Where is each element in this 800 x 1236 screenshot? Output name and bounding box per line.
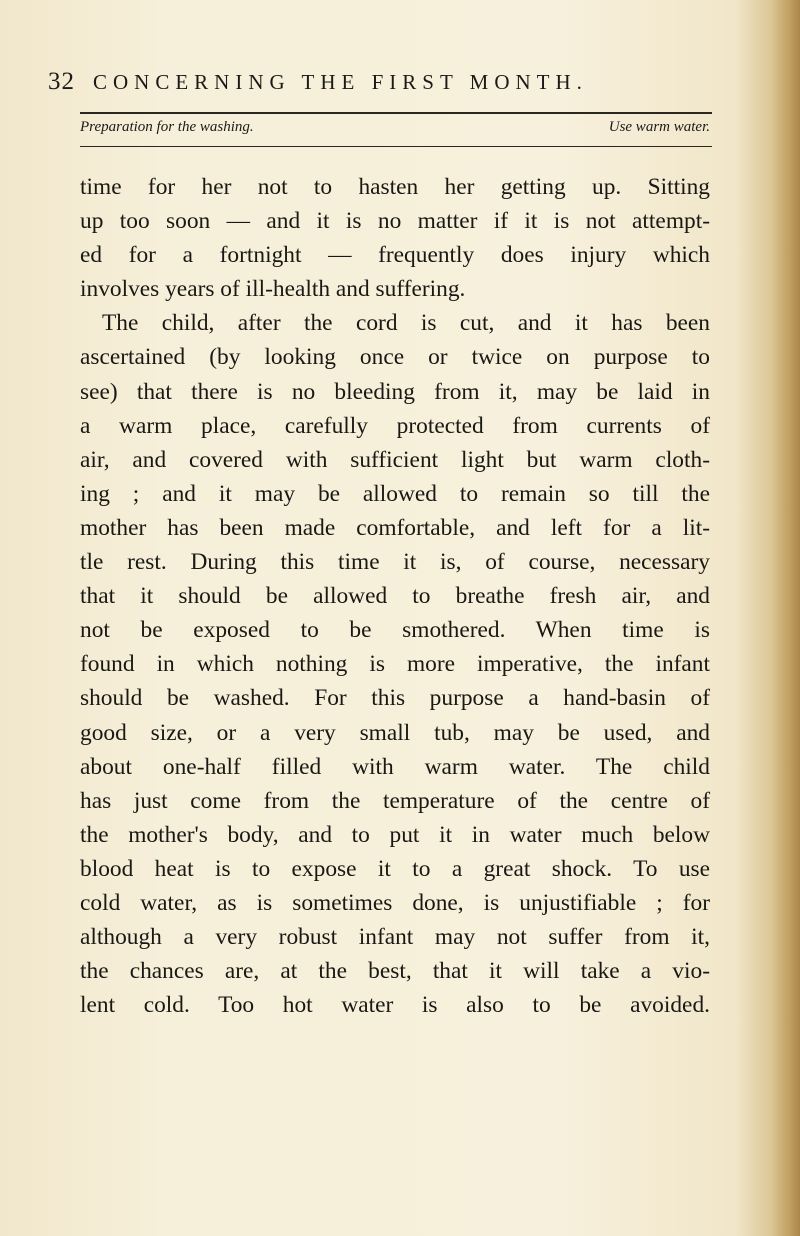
page-number: 32 — [48, 68, 75, 95]
text-line: involves years of ill-health and suffering. — [80, 276, 466, 303]
text-line: The child, after the cord is cut, and it has been — [102, 310, 710, 337]
text-line: a warm place, carefully protected from currents of — [80, 412, 710, 439]
text-line: found in which nothing is more imperative, the infant — [80, 651, 710, 678]
text-line: lent cold. Too hot water is also to be avoided. — [80, 992, 710, 1019]
text-line: ing ; and it may be allowed to remain so till the — [80, 480, 710, 507]
running-head — [48, 68, 728, 96]
text-line: time for her not to hasten her getting up. Sitting — [80, 174, 710, 200]
text-line: should be washed. For this purpose a hand-basin of — [80, 685, 710, 712]
text-line: up too soon — and it is no matter if it is not attempt- — [80, 208, 710, 235]
text-line: mother has been made comfortable, and left for a lit- — [80, 514, 710, 541]
text-line: ed for a fortnight — frequently does injury which — [80, 242, 710, 269]
text-line: about one-half filled with warm water. The child — [80, 753, 710, 780]
text-line: that it should be allowed to breathe fresh air, and — [80, 583, 710, 610]
text-line: cold water, as is sometimes done, is unjustifiable ; for — [80, 889, 710, 916]
sidenote-right: Use warm water. — [608, 119, 710, 135]
text-line: the mother's body, and to put it in water much below — [80, 821, 710, 848]
text-line: air, and covered with sufficient light but warm cloth- — [80, 446, 710, 473]
sidenote-left: Preparation for the washing. — [80, 119, 254, 135]
header-rule-bottom — [80, 146, 712, 147]
header-rule-top — [80, 112, 712, 114]
text-line: tle rest. During this time it is, of course, necessary — [80, 549, 710, 576]
text-line: has just come from the temperature of the centre of — [80, 787, 710, 814]
body-text — [80, 170, 710, 1022]
text-line: blood heat is to expose it to a great shock. To use — [80, 855, 710, 882]
text-line: although a very robust infant may not suffer from it, — [80, 924, 710, 951]
page-edge-shadow — [772, 0, 800, 1236]
text-line: not be exposed to be smothered. When time is — [80, 617, 710, 644]
text-line: ascertained (by looking once or twice on purpose to — [80, 344, 710, 371]
running-title: CONCERNING THE FIRST MONTH. — [93, 70, 588, 94]
text-line: see) that there is no bleeding from it, may be laid in — [80, 378, 710, 405]
text-line: good size, or a very small tub, may be used, and — [80, 719, 710, 746]
text-line: the chances are, at the best, that it will take a vio- — [80, 958, 710, 985]
